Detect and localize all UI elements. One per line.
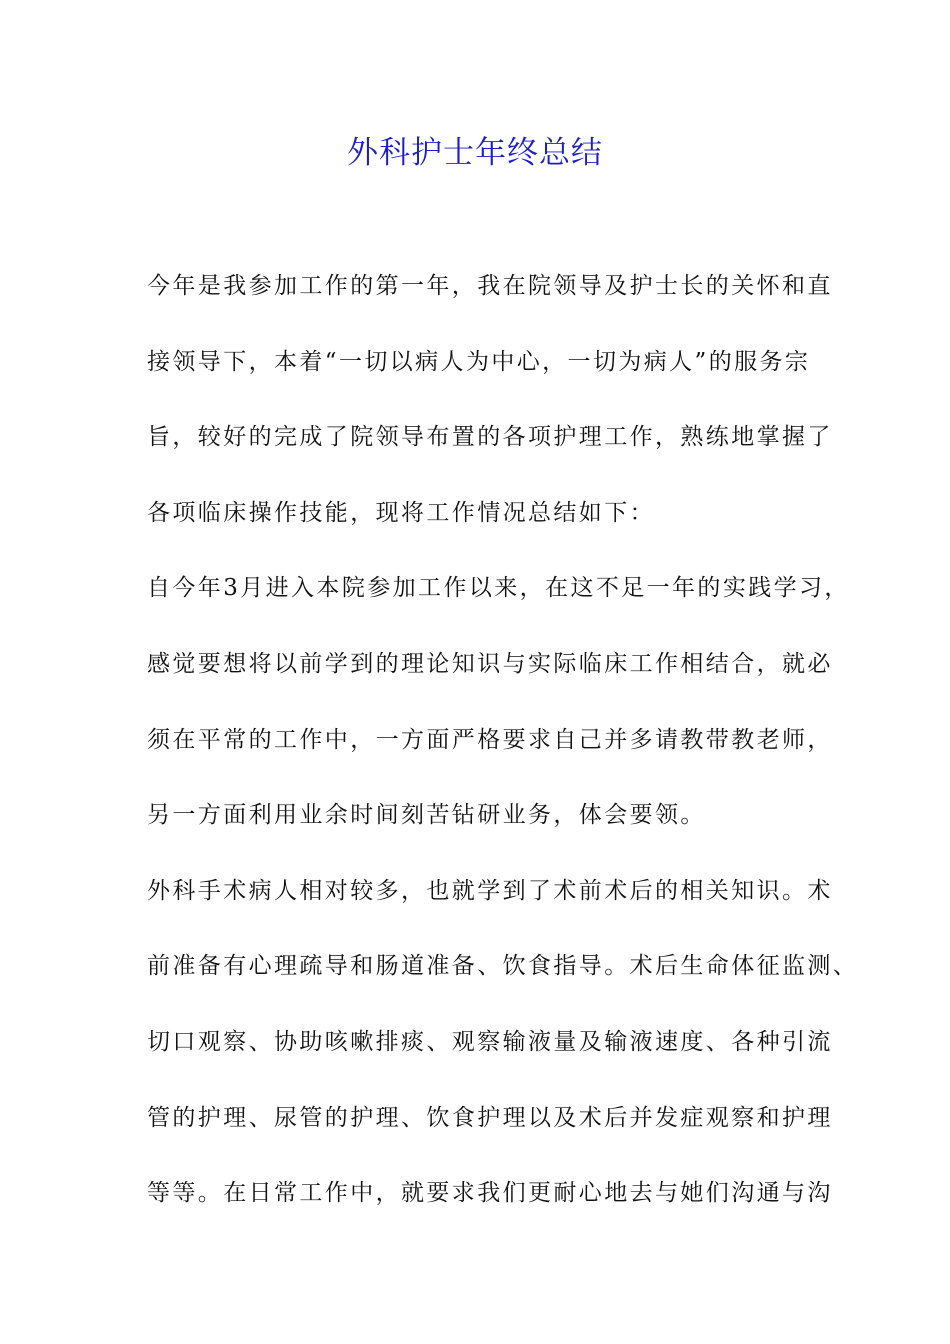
body-line: 接领导下，本着“一切以病人为中心，一切为病人”的服务宗 xyxy=(147,348,811,375)
body-line: 旨，较好的完成了院领导布置的各项护理工作，熟练地掌握了 xyxy=(147,424,833,451)
body-line: 感觉要想将以前学到的理论知识与实际临床工作相结合，就必 xyxy=(147,650,833,677)
body-line: 外科手术病人相对较多，也就学到了术前术后的相关知识。术 xyxy=(147,877,833,904)
body-line: 前准备有心理疏导和肠道准备、饮食指导。术后生命体征监测、 xyxy=(147,953,859,980)
body-line: 切口观察、协助咳嗽排痰、观察输液量及输液速度、各种引流 xyxy=(147,1028,833,1055)
body-line: 管的护理、尿管的护理、饮食护理以及术后并发症观察和护理 xyxy=(147,1104,833,1131)
document-title: 外科护士年终总结 xyxy=(347,135,603,171)
body-line: 各项临床操作技能，现将工作情况总结如下： xyxy=(147,499,655,526)
body-line: 等等。在日常工作中，就要求我们更耐心地去与她们沟通与沟 xyxy=(147,1180,833,1207)
document-body xyxy=(147,258,859,1241)
body-line: 须在平常的工作中，一方面严格要求自己并多请教带教老师， xyxy=(147,726,833,753)
body-line: 另一方面利用业余时间刻苦钻研业务，体会要领。 xyxy=(147,802,706,829)
body-line: 自今年3月进入本院参加工作以来，在这不足一年的实践学习， xyxy=(147,575,850,602)
body-line: 今年是我参加工作的第一年，我在院领导及护士长的关怀和直 xyxy=(147,273,833,299)
